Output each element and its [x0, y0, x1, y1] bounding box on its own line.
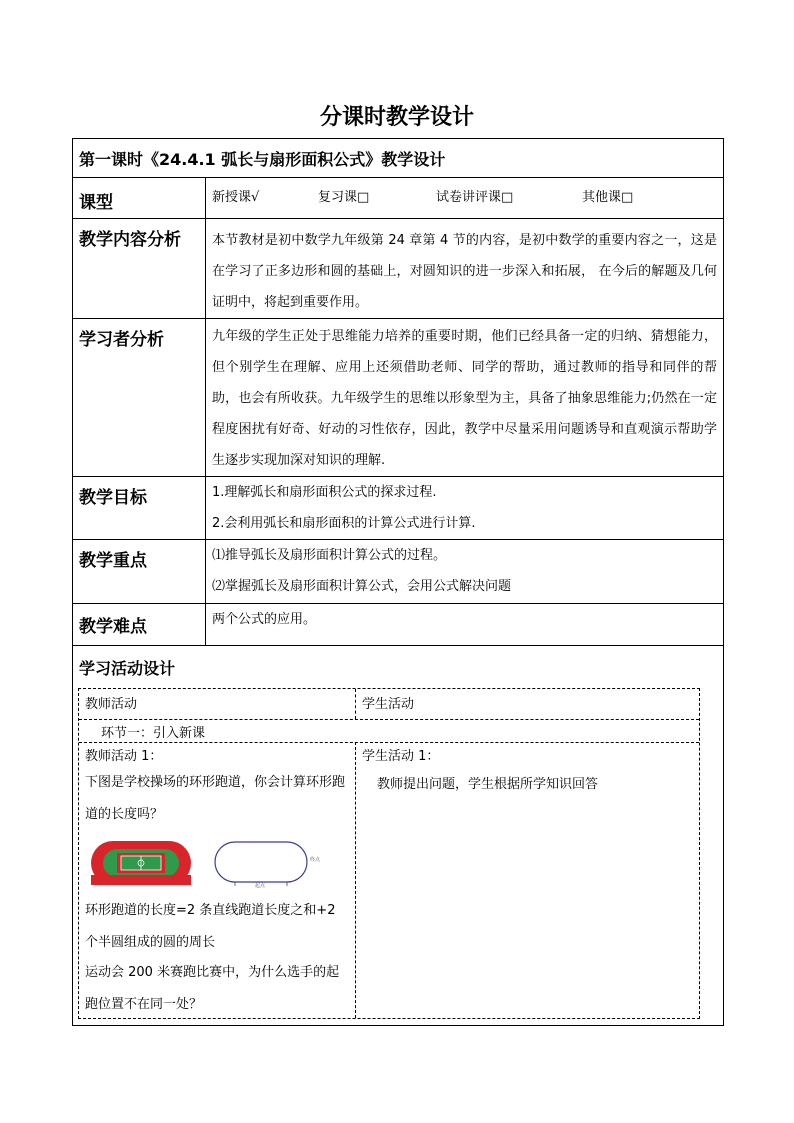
course-type-option: 复习课□ [318, 190, 370, 205]
objective-item: 2.会利用弧长和扇形面积的计算公式进行计算. [212, 516, 476, 531]
course-type-label: 课型 [73, 178, 206, 219]
difficulties-text: 两个公式的应用。 [206, 604, 724, 646]
key-points-label: 教学重点 [73, 540, 206, 604]
teacher-explanation: 环形跑道的长度=2 条直线跑道长度之和+2 个半圆组成的圆的周长 [85, 903, 336, 950]
row-divider [79, 742, 699, 743]
content-analysis-text: 本节教材是初中数学九年级第 24 章第 4 节的内容，是初中数学的重要内容之一，这是在学习了正多边形和圆的基础上，对圆知识的进一步深入和拓展， 在今后的解题及几何证明中，将起到重要作用。 [206, 219, 724, 319]
running-track-diagram [211, 839, 329, 887]
page-title: 分课时教学设计 [319, 105, 474, 130]
section-title: 环节一：引入新课 [101, 726, 206, 741]
objectives-label: 教学目标 [73, 477, 206, 540]
difficulties-label: 教学难点 [73, 604, 206, 646]
teacher-activity-label: 教师活动 1： [85, 749, 163, 764]
key-point-item: ⑵掌握弧长及扇形面积计算公式，会用公式解决问题 [212, 579, 512, 594]
course-type-option: 新授课√ [212, 190, 260, 205]
student-activity-label: 学生活动 1： [362, 749, 440, 764]
teacher-question-2: 运动会 200 米赛跑比赛中，为什么选手的起跑位置不在同一处？ [85, 965, 340, 1012]
running-track-photo [89, 839, 193, 887]
column-divider [355, 689, 356, 719]
teacher-activity-header: 教师活动 [85, 697, 138, 712]
activity-grid [78, 688, 700, 1019]
content-analysis-label: 教学内容分析 [73, 219, 206, 319]
learner-analysis-label: 学习者分析 [73, 319, 206, 477]
course-type-option: 其他课□ [582, 190, 634, 205]
teacher-question: 下图是学校操场的环形跑道，你会计算环形跑道的长度吗？ [85, 775, 346, 822]
student-activity-text: 教师提出问题，学生根据所学知识回答 [377, 777, 599, 792]
course-type-options [206, 178, 724, 219]
objective-item: 1.理解弧长和扇形面积公式的探求过程. [212, 485, 437, 500]
key-points-list [206, 540, 724, 604]
finish-label: 终点 [310, 857, 321, 863]
lesson-header: 第一课时《24.4.1 弧长与扇形面积公式》教学设计 [73, 139, 724, 178]
start-label: 起点 [255, 883, 266, 889]
key-point-item: ⑴推导弧长及扇形面积计算公式的过程。 [212, 548, 447, 563]
column-divider [355, 742, 356, 1018]
activity-design-label: 学习活动设计 [73, 646, 724, 1026]
course-type-option: 试卷讲评课□ [436, 190, 514, 205]
learner-analysis-text: 九年级的学生正处于思维能力培养的重要时期，他们已经具备一定的归纳、猜想能力，但个别学生在理解、应用上还须借助老师、同学的帮助，通过教师的指导和同伴的帮助，也会有所收获。九年级学生的思维以形象型为主，具备了抽象思维能力;仍然在一定程度困扰有好奇、好动的习性依存，因此，教学中尽量采用问题诱导和直观演示帮助学生逐步实现加深对知识的理解. [206, 319, 724, 477]
objectives-list [206, 477, 724, 540]
row-divider [79, 719, 699, 720]
student-activity-header: 学生活动 [362, 697, 415, 712]
